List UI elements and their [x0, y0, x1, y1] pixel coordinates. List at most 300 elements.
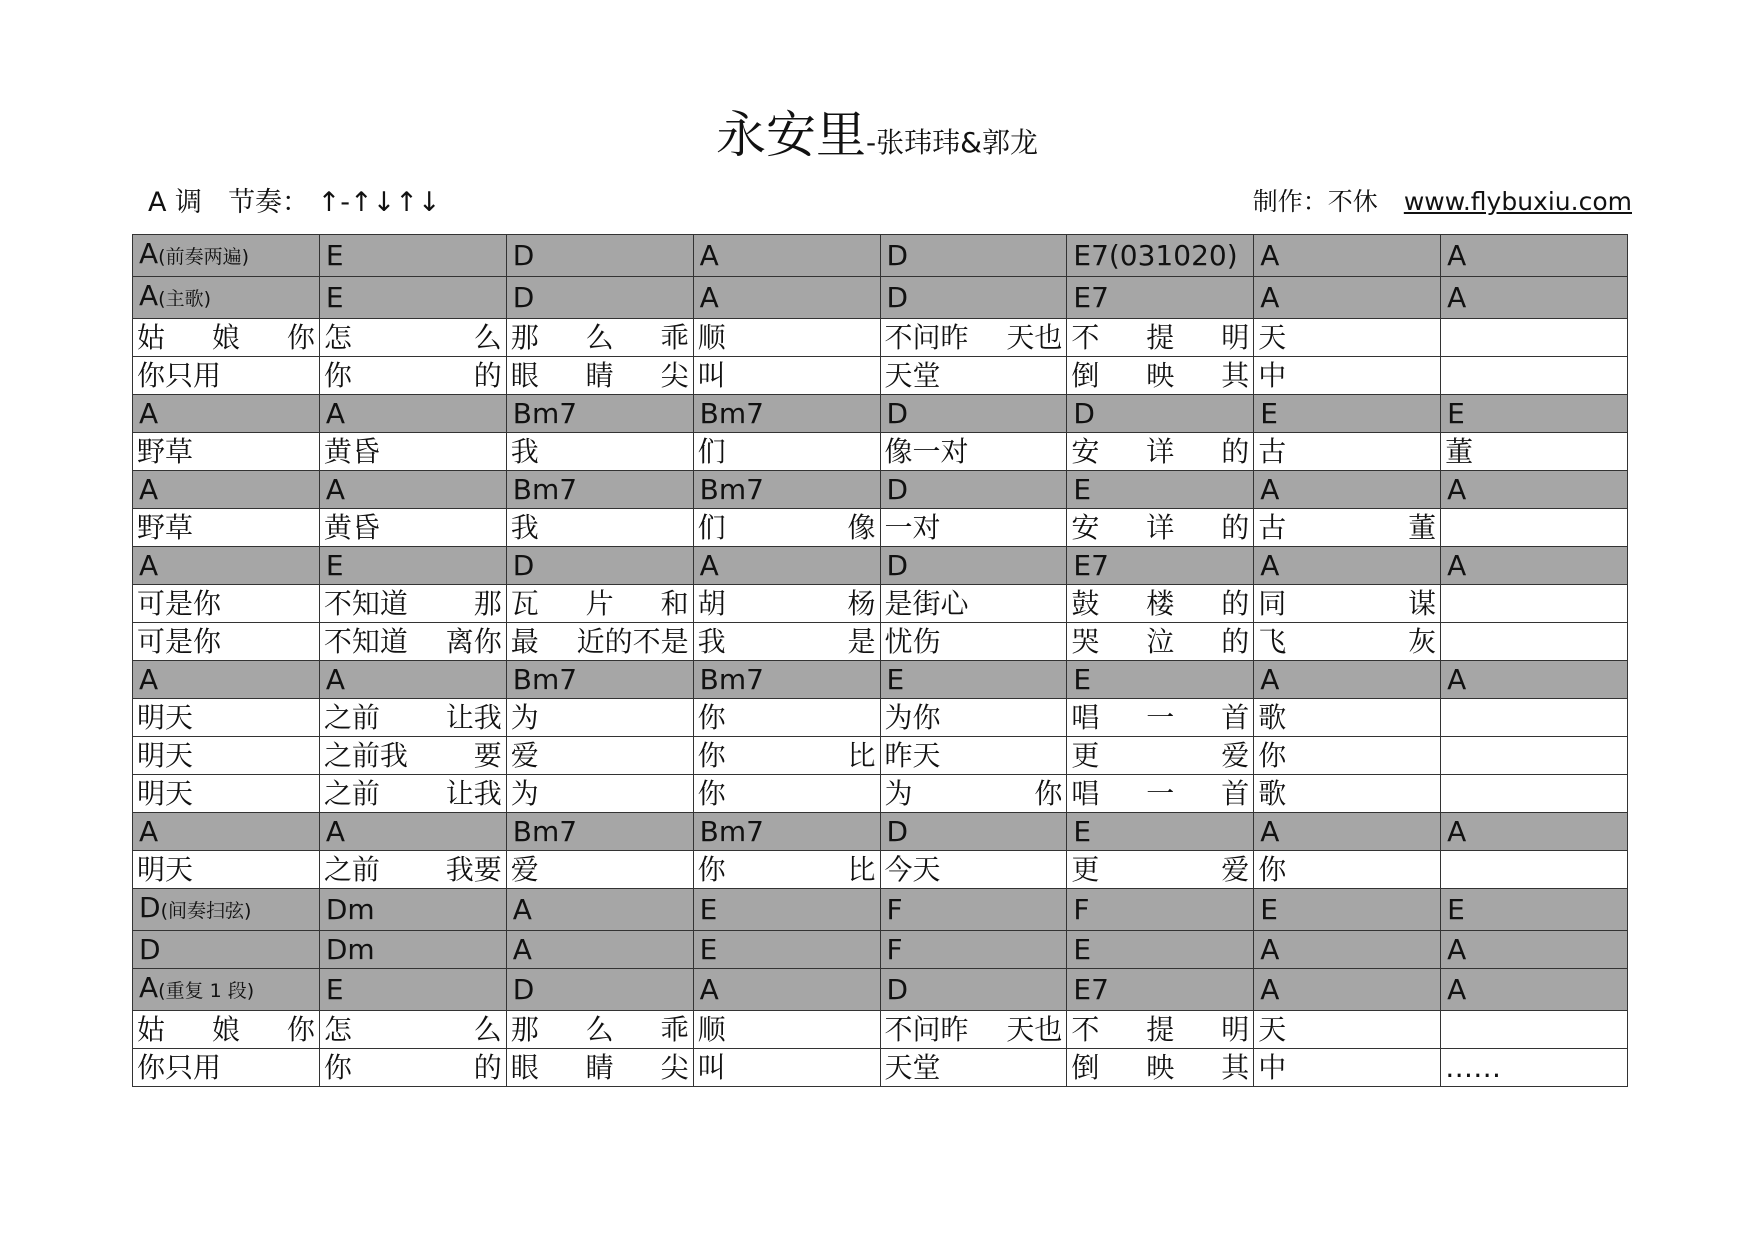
lyric-text: 离你 [445, 625, 502, 658]
chord-name: Bm7 [699, 397, 764, 430]
lyric-text: 杨 [847, 587, 876, 620]
lyric-text: 昨天 [884, 739, 941, 772]
chord-cell [133, 813, 320, 851]
lyric-cell [693, 1011, 880, 1049]
chord-name: A [1447, 281, 1467, 314]
lyric-cell [133, 585, 320, 623]
chord-cell [133, 969, 320, 1011]
chord-name: E [1447, 397, 1465, 430]
lyric-cell [1254, 357, 1441, 395]
lyric-cell [1254, 851, 1441, 889]
lyric-cell [1441, 775, 1628, 813]
lyric-text: 明天 [137, 701, 194, 734]
lyric-text: 不问昨 [884, 321, 969, 354]
lyric-text: 顺 [697, 1013, 726, 1046]
lyric-cell [1441, 585, 1628, 623]
chord-name: A [1260, 933, 1280, 966]
lyric-cell [1254, 623, 1441, 661]
lyric-text: 你只用 [137, 359, 222, 392]
chord-cell [506, 235, 693, 277]
lyric-text: 详 [1146, 435, 1175, 468]
lyric-text: 爱 [510, 853, 539, 886]
chord-name: E [1073, 663, 1092, 696]
lyric-row [133, 623, 1628, 661]
lyric-cell [319, 1049, 506, 1087]
chord-cell [880, 395, 1067, 433]
lyric-cell [133, 1049, 320, 1087]
chord-cell [319, 969, 506, 1011]
chord-name: A [1447, 815, 1467, 848]
lyric-cell [1067, 1049, 1254, 1087]
lyric-text: 和 [660, 587, 689, 620]
lyric-text: 提 [1146, 1013, 1175, 1046]
chord-name: D [886, 549, 909, 582]
chord-cell [880, 969, 1067, 1011]
chord-name: E [1260, 893, 1278, 926]
lyric-row [133, 509, 1628, 547]
lyric-cell [1067, 623, 1254, 661]
chord-cell [1254, 395, 1441, 433]
chord-cell [1441, 813, 1628, 851]
lyric-cell [1067, 699, 1254, 737]
song-title [0, 95, 1754, 167]
lyric-text: 是街心 [884, 587, 969, 620]
lyric-text: 天堂 [884, 1051, 941, 1084]
chord-name: A [325, 815, 346, 848]
lyric-text: 古 [1258, 435, 1287, 468]
chord-cell [1067, 661, 1254, 699]
lyric-text: 楼 [1146, 587, 1175, 620]
song-key: A 调 [148, 187, 203, 218]
chord-name: D [512, 281, 535, 314]
chord-name: D [139, 933, 161, 966]
lyric-cell [1441, 433, 1628, 471]
section-note: (主歌) [158, 288, 211, 310]
lyric-text: 明天 [137, 777, 194, 810]
chord-cell [1441, 661, 1628, 699]
lyric-text: 你只用 [137, 1051, 222, 1084]
lyric-text: 之前我 [323, 739, 408, 772]
lyric-row [133, 357, 1628, 395]
lyric-cell [506, 585, 693, 623]
chord-name: Bm7 [699, 473, 764, 506]
lyric-text: 中 [1258, 1051, 1287, 1084]
lyric-cell [693, 851, 880, 889]
author: 制作：不休 [1252, 187, 1378, 216]
chord-name: E7(031020) [1073, 239, 1238, 272]
lyric-text: 你 [697, 853, 726, 886]
chord-cell [133, 235, 320, 277]
chord-cell [880, 931, 1067, 969]
lyric-text: 你 [697, 739, 726, 772]
lyric-cell [1254, 319, 1441, 357]
lyric-cell [880, 699, 1067, 737]
lyric-text: 为你 [884, 701, 941, 734]
chord-cell [693, 889, 880, 931]
lyric-cell [1067, 357, 1254, 395]
song-name: 永安里 [716, 106, 867, 164]
lyric-cell [506, 699, 693, 737]
lyric-cell [506, 737, 693, 775]
lyric-text: 天 [1258, 1013, 1287, 1046]
chord-name: A [139, 279, 159, 312]
lyric-text: 谋 [1408, 587, 1437, 620]
lyric-text: 么 [585, 321, 614, 354]
chord-name: A [139, 971, 159, 1004]
chord-name: E [325, 549, 344, 582]
lyric-text: 黄昏 [323, 435, 380, 468]
lyric-cell [1254, 775, 1441, 813]
lyric-text: 像 [847, 511, 876, 544]
lyric-cell [1067, 585, 1254, 623]
lyric-cell [693, 775, 880, 813]
chord-name: A [699, 549, 719, 582]
lyric-cell [1254, 585, 1441, 623]
chord-name: A [139, 549, 159, 582]
lyric-text: 让我 [445, 701, 502, 734]
chord-row [133, 277, 1628, 319]
chord-name: A [1447, 473, 1467, 506]
lyric-text: 叫 [697, 1051, 726, 1084]
lyric-text: 不知道 [323, 625, 408, 658]
lyric-text: 忧伤 [884, 625, 941, 658]
chord-row [133, 235, 1628, 277]
lyric-cell [693, 433, 880, 471]
chord-cell [319, 931, 506, 969]
lyric-cell [319, 851, 506, 889]
chord-cell [880, 661, 1067, 699]
lyric-text: 不问昨 [884, 1013, 969, 1046]
lyric-cell [506, 1011, 693, 1049]
lyric-text: 眼 [510, 359, 539, 392]
lyric-text: 乖 [660, 1013, 689, 1046]
lyric-cell [506, 851, 693, 889]
strum-pattern: 节奏： ↑-↑↓↑↓ [228, 187, 441, 218]
chord-cell [506, 547, 693, 585]
chord-cell [133, 547, 320, 585]
chord-name: E [1073, 933, 1092, 966]
chord-name: D [886, 473, 909, 506]
lyric-text: 野草 [137, 435, 194, 468]
lyric-text: 爱 [1221, 853, 1250, 886]
chord-name: E7 [1073, 973, 1109, 1006]
lyric-row [133, 319, 1628, 357]
lyric-text: 首 [1221, 777, 1250, 810]
lyric-text: 你 [286, 321, 315, 354]
lyric-text: 映 [1146, 1051, 1175, 1084]
chord-name: Dm [325, 933, 375, 966]
chord-row [133, 931, 1628, 969]
lyric-text: 哭 [1071, 625, 1100, 658]
lyric-text: 明 [1221, 321, 1250, 354]
lyric-text: 其 [1221, 1051, 1250, 1084]
lyric-cell [880, 851, 1067, 889]
chord-cell [319, 889, 506, 931]
chord-cell [880, 813, 1067, 851]
chord-cell [693, 813, 880, 851]
lyric-text: 今天 [884, 853, 941, 886]
chord-name: A [1260, 281, 1280, 314]
chord-name: A [699, 281, 719, 314]
chord-name: A [139, 237, 159, 270]
lyric-cell [133, 433, 320, 471]
chord-cell [1441, 471, 1628, 509]
lyric-text: 你 [1258, 853, 1287, 886]
lyric-cell [880, 623, 1067, 661]
lyric-text: 娘 [211, 321, 240, 354]
chord-cell [133, 889, 320, 931]
lyric-cell [693, 319, 880, 357]
chord-cell [1067, 889, 1254, 931]
chord-cell [1254, 813, 1441, 851]
lyric-text: 唱 [1071, 701, 1100, 734]
lyric-cell [1067, 319, 1254, 357]
chord-cell [319, 471, 506, 509]
lyric-text: …… [1445, 1051, 1502, 1084]
lyric-text: 不 [1071, 1013, 1100, 1046]
section-note: (前奏两遍) [158, 246, 249, 268]
lyric-row [133, 1011, 1628, 1049]
lyric-cell [133, 851, 320, 889]
section-note: (重复 1 段) [158, 980, 255, 1002]
chord-row [133, 395, 1628, 433]
chord-cell [1441, 277, 1628, 319]
lyric-text: 那 [510, 321, 539, 354]
chord-name: A [1260, 663, 1280, 696]
chord-cell [1067, 395, 1254, 433]
chord-cell [693, 395, 880, 433]
lyric-text: 睛 [585, 1051, 614, 1084]
lyric-text: 更 [1071, 853, 1100, 886]
lyric-text: 叫 [697, 359, 726, 392]
chord-cell [133, 277, 320, 319]
lyric-text: 你 [1034, 777, 1063, 810]
chord-name: E [1073, 473, 1092, 506]
chord-cell [1441, 889, 1628, 931]
lyric-text: 比 [847, 853, 876, 886]
chord-name: A [325, 397, 346, 430]
lyric-cell [133, 1011, 320, 1049]
lyric-text: 详 [1146, 511, 1175, 544]
lyric-text: 灰 [1408, 625, 1437, 658]
lyric-text: 天堂 [884, 359, 941, 392]
chord-cell [133, 471, 320, 509]
lyric-cell [319, 737, 506, 775]
lyric-cell [1254, 509, 1441, 547]
lyric-text: 一对 [884, 511, 941, 544]
lyric-cell [319, 357, 506, 395]
chord-name: E [1073, 815, 1092, 848]
chord-name: A [699, 973, 719, 1006]
chord-name: A [1447, 239, 1467, 272]
lyric-text: 那 [473, 587, 502, 620]
lyric-cell [1067, 851, 1254, 889]
chord-cell [319, 395, 506, 433]
lyric-cell [1441, 851, 1628, 889]
lyric-cell [1441, 1011, 1628, 1049]
lyric-cell [693, 357, 880, 395]
lyric-text: 可是你 [137, 587, 222, 620]
lyric-text: 我 [697, 625, 726, 658]
chord-name: E7 [1073, 549, 1109, 582]
lyric-cell [1441, 1049, 1628, 1087]
chord-cell [506, 813, 693, 851]
lyric-cell [1067, 509, 1254, 547]
chord-cell [1067, 471, 1254, 509]
lyric-cell [506, 357, 693, 395]
lyric-cell [880, 1049, 1067, 1087]
chord-name: Bm7 [512, 473, 578, 506]
lyric-cell [1254, 737, 1441, 775]
lyric-cell [693, 737, 880, 775]
lyric-text: 天也 [1006, 321, 1063, 354]
lyric-text: 泣 [1146, 625, 1175, 658]
lyric-cell [319, 433, 506, 471]
lyric-cell [506, 509, 693, 547]
lyric-cell [880, 775, 1067, 813]
chord-name: A [139, 663, 159, 696]
chord-name: Dm [325, 893, 375, 926]
lyric-cell [133, 623, 320, 661]
chord-cell [1067, 235, 1254, 277]
chord-cell [1067, 969, 1254, 1011]
lyric-cell [1441, 699, 1628, 737]
chord-name: Bm7 [512, 397, 578, 430]
lyric-text: 么 [473, 1013, 502, 1046]
lyric-text: 的 [1221, 435, 1250, 468]
lyric-text: 瓦 [510, 587, 539, 620]
chord-name: Bm7 [512, 663, 578, 696]
chord-name: A [1260, 473, 1280, 506]
lyric-cell [1441, 623, 1628, 661]
lyric-text: 歌 [1258, 701, 1287, 734]
lyric-cell [133, 737, 320, 775]
lyric-text: 一 [1146, 777, 1175, 810]
lyric-cell [506, 775, 693, 813]
lyric-row [133, 737, 1628, 775]
chord-cell [1067, 277, 1254, 319]
lyric-text: 的 [1221, 587, 1250, 620]
lyric-text: 飞 [1258, 625, 1287, 658]
lyric-cell [133, 775, 320, 813]
chord-cell [1254, 969, 1441, 1011]
chord-cell [693, 277, 880, 319]
lyric-text: 爱 [510, 739, 539, 772]
chord-name: D [512, 973, 535, 1006]
lyric-text: 爱 [1221, 739, 1250, 772]
chord-cell [1254, 931, 1441, 969]
lyric-cell [693, 585, 880, 623]
lyric-cell [319, 319, 506, 357]
lyric-row [133, 775, 1628, 813]
lyric-text: 野草 [137, 511, 194, 544]
lyric-cell [133, 509, 320, 547]
chord-cell [880, 235, 1067, 277]
chord-cell [1067, 547, 1254, 585]
lyric-text: 你 [323, 359, 352, 392]
chord-row [133, 969, 1628, 1011]
lyric-text: 董 [1408, 511, 1437, 544]
chord-cell [1254, 889, 1441, 931]
lyric-text: 乖 [660, 321, 689, 354]
chord-cell [1067, 813, 1254, 851]
lyric-text: 倒 [1071, 359, 1100, 392]
chord-cell [319, 235, 506, 277]
chord-cell [880, 277, 1067, 319]
lyric-text: 你 [323, 1051, 352, 1084]
chord-cell [693, 547, 880, 585]
chord-cell [133, 661, 320, 699]
lyric-text: 顺 [697, 321, 726, 354]
chord-name: D [512, 239, 535, 272]
lyric-text: 怎 [323, 1013, 352, 1046]
chord-sheet-table [132, 234, 1628, 1087]
chord-cell [880, 471, 1067, 509]
lyric-cell [880, 433, 1067, 471]
lyric-text: 天也 [1006, 1013, 1063, 1046]
lyric-cell [133, 319, 320, 357]
chord-name: Bm7 [512, 815, 578, 848]
lyric-text: 要 [473, 739, 502, 772]
chord-name: A [512, 893, 532, 926]
lyric-cell [1254, 1049, 1441, 1087]
chord-cell [506, 471, 693, 509]
lyric-cell [1441, 509, 1628, 547]
lyric-text: 不知道 [323, 587, 408, 620]
chord-cell [506, 889, 693, 931]
lyric-text: 天 [1258, 321, 1287, 354]
lyric-text: 安 [1071, 435, 1100, 468]
chord-name: E [699, 933, 718, 966]
lyric-cell [506, 623, 693, 661]
chord-name: E [1260, 397, 1278, 430]
lyric-text: 之前 [323, 777, 380, 810]
chord-name: A [1447, 933, 1467, 966]
lyric-cell [319, 1011, 506, 1049]
lyric-cell [319, 585, 506, 623]
lyric-cell [1254, 1011, 1441, 1049]
chord-name: D [886, 397, 909, 430]
chord-name: A [1260, 973, 1280, 1006]
chord-cell [319, 277, 506, 319]
chord-cell [1441, 395, 1628, 433]
lyric-text: 比 [847, 739, 876, 772]
song-artist: -张玮玮&郭龙 [866, 126, 1038, 159]
chord-cell [693, 471, 880, 509]
lyric-text: 歌 [1258, 777, 1287, 810]
chord-name: A [699, 239, 719, 272]
lyric-text: 的 [473, 1051, 502, 1084]
lyric-cell [693, 623, 880, 661]
lyric-cell [880, 509, 1067, 547]
chord-cell [506, 661, 693, 699]
chord-name: E [886, 663, 905, 696]
chord-name: Bm7 [699, 663, 764, 696]
lyric-text: 鼓 [1071, 587, 1100, 620]
lyric-cell [506, 1049, 693, 1087]
lyric-text: 姑 [137, 321, 166, 354]
lyric-text: 明 [1221, 1013, 1250, 1046]
chord-name: E [699, 893, 718, 926]
lyric-text: 董 [1445, 435, 1474, 468]
chord-name: D [886, 281, 909, 314]
chord-cell [1254, 235, 1441, 277]
lyric-text: 我 [510, 511, 539, 544]
chord-cell [506, 969, 693, 1011]
lyric-cell [880, 1011, 1067, 1049]
lyric-cell [1067, 775, 1254, 813]
website-link[interactable]: www.flybuxiu.com [1403, 187, 1632, 216]
